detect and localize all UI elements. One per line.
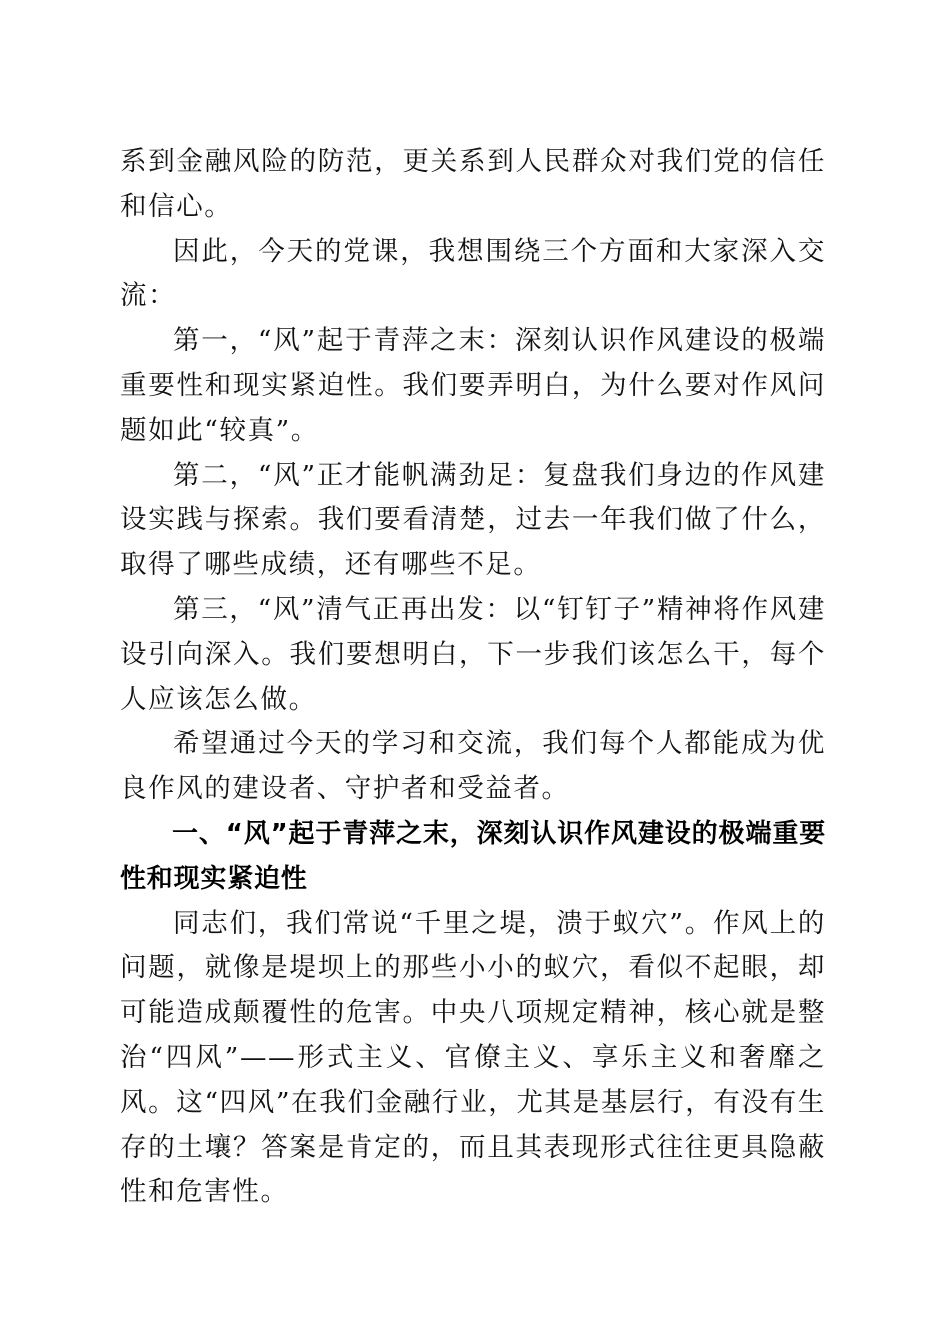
paragraph-point-one: 第一，“风”起于青萍之末：深刻认识作风建设的极端重要性和现实紧迫性。我们要弄明白，为什么要对作风问题如此“较真”。 — [120, 325, 826, 446]
paragraph-point-two: 第二，“风”正才能帆满劲足：复盘我们身边的作风建设实践与探索。我们要看清楚，过去一年我们做了什么，取得了哪些成绩，还有哪些不足。 — [120, 459, 826, 581]
paragraph-continuation: 系到金融风险的防范，更关系到人民群众对我们党的信任和信心。 — [120, 146, 826, 222]
paragraph-intro: 因此，今天的党课，我想围绕三个方面和大家深入交流： — [120, 235, 826, 312]
paragraph-section-one-body: 同志们，我们常说“千里之堤，溃于蚁穴”。作风上的问题，就像是堤坝上的那些小小的蚁穴，看似不起眼，却可能造成颠覆性的危害。中央八项规定精神，核心就是整治“四风”——形式主义、官僚主义、享乐主义和奢靡之风。这“四风”在我们金融行业，尤其是基层行，有没有生存的土壤？答案是肯定的，而且其表现形式往往更具隐蔽性和危害性。 — [120, 907, 826, 1208]
section-heading-one: 一、“风”起于青萍之末，深刻认识作风建设的极端重要性和现实紧迫性 — [120, 818, 826, 894]
document-body — [120, 140, 826, 1215]
paragraph-point-three: 第三，“风”清气正再出发：以“钉钉子”精神将作风建设引向深入。我们要想明白，下一步我们该怎么干，每个人应该怎么做。 — [120, 593, 826, 715]
paragraph-hope: 希望通过今天的学习和交流，我们每个人都能成为优良作风的建设者、守护者和受益者。 — [120, 728, 826, 805]
